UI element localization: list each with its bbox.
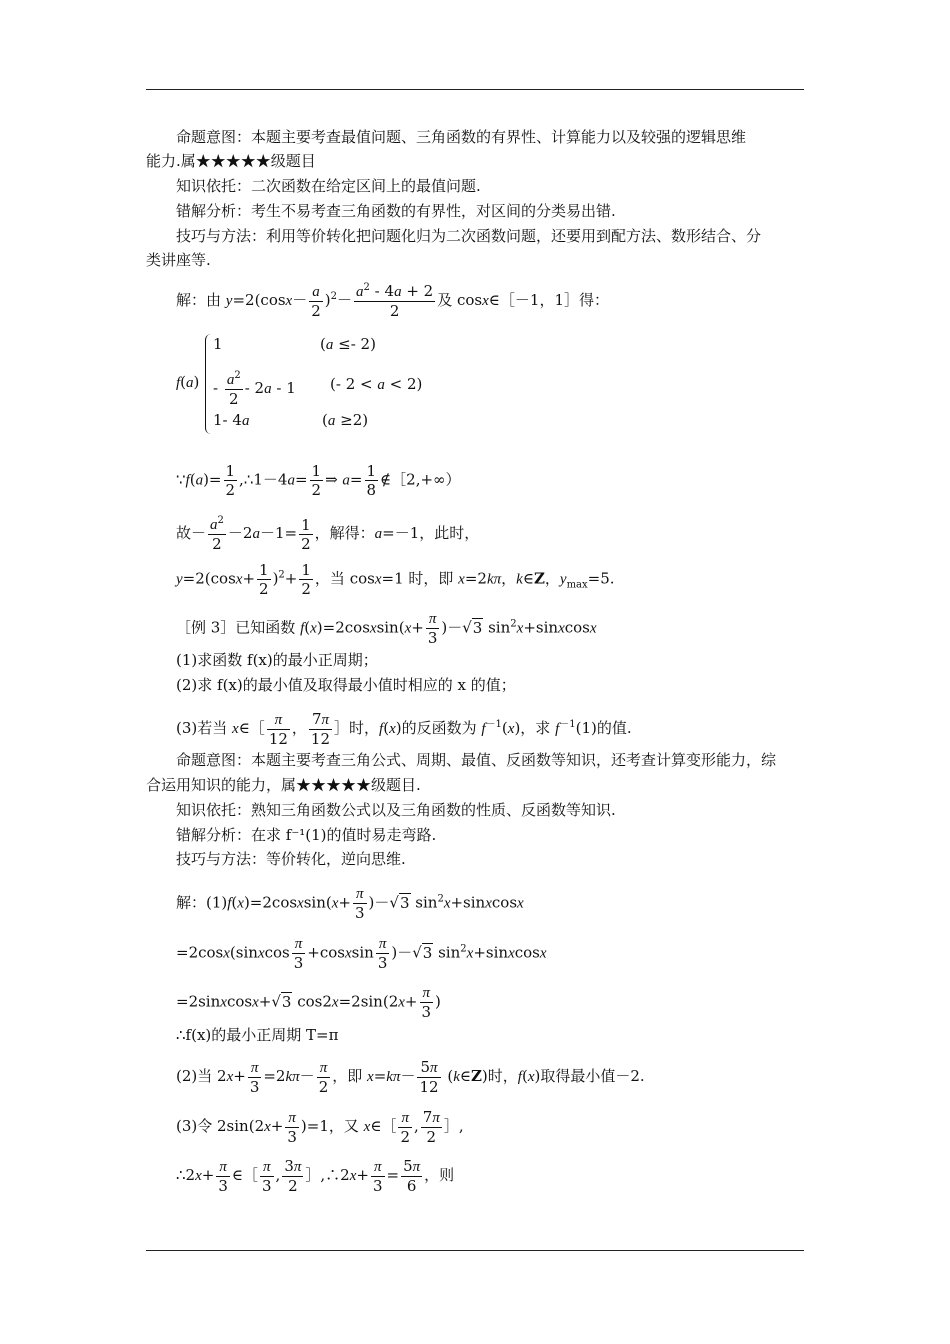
sol-period: ∴f(x)的最小正周期 T=π <box>176 1026 339 1044</box>
since-line: ∵f(a)= $\frac{1}{2}$ ,∴1－4a= $\frac{1}{2}$ ⇒ a= $\frac{1}{8}$ ∉［2,+∞） <box>176 462 461 499</box>
p-intent-2b: 合运用知识的能力，属★★★★★级题目. <box>146 776 421 794</box>
p-basis-2: 知识依托：熟知三角函数公式以及三角函数的性质、反函数等知识. <box>176 801 616 819</box>
footer-rule <box>146 1250 804 1251</box>
piece-1: 1 <box>213 335 223 353</box>
p-error-2: 错解分析：在求 f⁻¹(1)的值时易走弯路. <box>176 826 437 844</box>
sol-3a: (3)令 2sin(2x+ $\frac{\pi}{3}$ )=1，又 x∈［ $\frac{\pi}{2}$ , $\frac{7\pi}{2}$ ］, <box>176 1108 464 1146</box>
p-intent-1b: 能力.属★★★★★级题目 <box>146 152 316 170</box>
p-intent-1: 命题意图：本题主要考查最值问题、三角函数的有界性、计算能力以及较强的逻辑思维 <box>176 128 747 146</box>
solution-1-line: 解：由 y=2(cosx－ $\frac{a}{2}$ )$^2$－ $\frac{a^2 - 4a + 2}{2}$ 及 cosx∈［－1，1］得： <box>176 282 609 320</box>
ymax-line: y=2(cosx+ $\frac{1}{2}$ )$^2$+ $\frac{1}{2}$ ，当 cosx=1 时，即 x=2kπ，k∈Z，$y_{max}=5$. <box>176 561 615 598</box>
q3: (3)若当 x∈［ $\frac{\pi}{12}$ ， $\frac{7\pi}{12}$ ］时，f(x)的反函数为 $f^{-1}(x)$，求 $f^{-1}(1)$的值. <box>176 710 632 748</box>
p-error-1: 错解分析：考生不易考查三角函数的有界性，对区间的分类易出错. <box>176 202 616 220</box>
piece-3-cond: (a ≥2) <box>322 411 369 429</box>
sol-1: 解：(1)f(x)=2cosxsin(x+ $\frac{\pi}{3}$ )－√3 $\sin^2x+sinxcosx$ <box>176 886 524 922</box>
sol-3: =2sinxcosx+√3 cos2x=2sin(2x+ $\frac{\pi}{3}$ ) <box>176 985 441 1021</box>
example-3: ［例 3］已知函数 f(x)=2cosxsin(x+ $\frac{\pi}{3}$ )－√3 $\sin^2x+sinxcosx$ <box>176 611 597 647</box>
p-method-1: 技巧与方法：利用等价转化把问题化归为二次函数问题，还要用到配方法、数形结合、分 <box>176 227 762 245</box>
p-method-1b: 类讲座等. <box>146 251 211 269</box>
p-basis-1: 知识依托：二次函数在给定区间上的最值问题. <box>176 177 481 195</box>
hence-line: 故－ $\frac{a^2}{2}$ －2a－1= $\frac{1}{2}$ ，解得：a=－1，此时， <box>176 515 480 553</box>
piece-3: 1- 4a <box>213 411 250 429</box>
header-rule <box>146 89 804 90</box>
sol-2: =2cosx(sinxcos $\frac{\pi}{3}$ +cosxsin $\frac{\pi}{3}$ )－√3 $\sin^2x+sinxcosx$ <box>176 936 547 972</box>
piece-2: - $\frac{a^2}{2}$ - 2a - 1 <box>213 370 296 408</box>
piece-2-cond: (- 2 < a < 2) <box>330 375 423 393</box>
q2: (2)求 f(x)的最小值及取得最小值时相应的 x 的值； <box>176 676 516 694</box>
p-method-2: 技巧与方法：等价转化，逆向思维. <box>176 850 406 868</box>
sol-min: (2)当 2x+ $\frac{\pi}{3}$ =2kπ－ $\frac{\pi}{2}$ ，即 x=kπ－ $\frac{5\pi}{12}$ (k∈Z)时，f(x)取得最小值－2. <box>176 1058 645 1096</box>
fa-label: f(a) <box>176 373 200 391</box>
p-intent-2: 命题意图：本题主要考查三角公式、周期、最值、反函数等知识，还考查计算变形能力，综 <box>176 751 777 769</box>
q1: (1)求函数 f(x)的最小正周期； <box>176 651 378 669</box>
piece-1-cond: (a ≤- 2) <box>320 335 376 353</box>
sol-3b: ∴2x+ $\frac{\pi}{3}$ ∈［ $\frac{\pi}{3}$ , $\frac{3\pi}{2}$ ］,∴2x+ $\frac{\pi}{3}$ = $\frac{5\pi}{6}$ ，则 <box>176 1157 455 1195</box>
